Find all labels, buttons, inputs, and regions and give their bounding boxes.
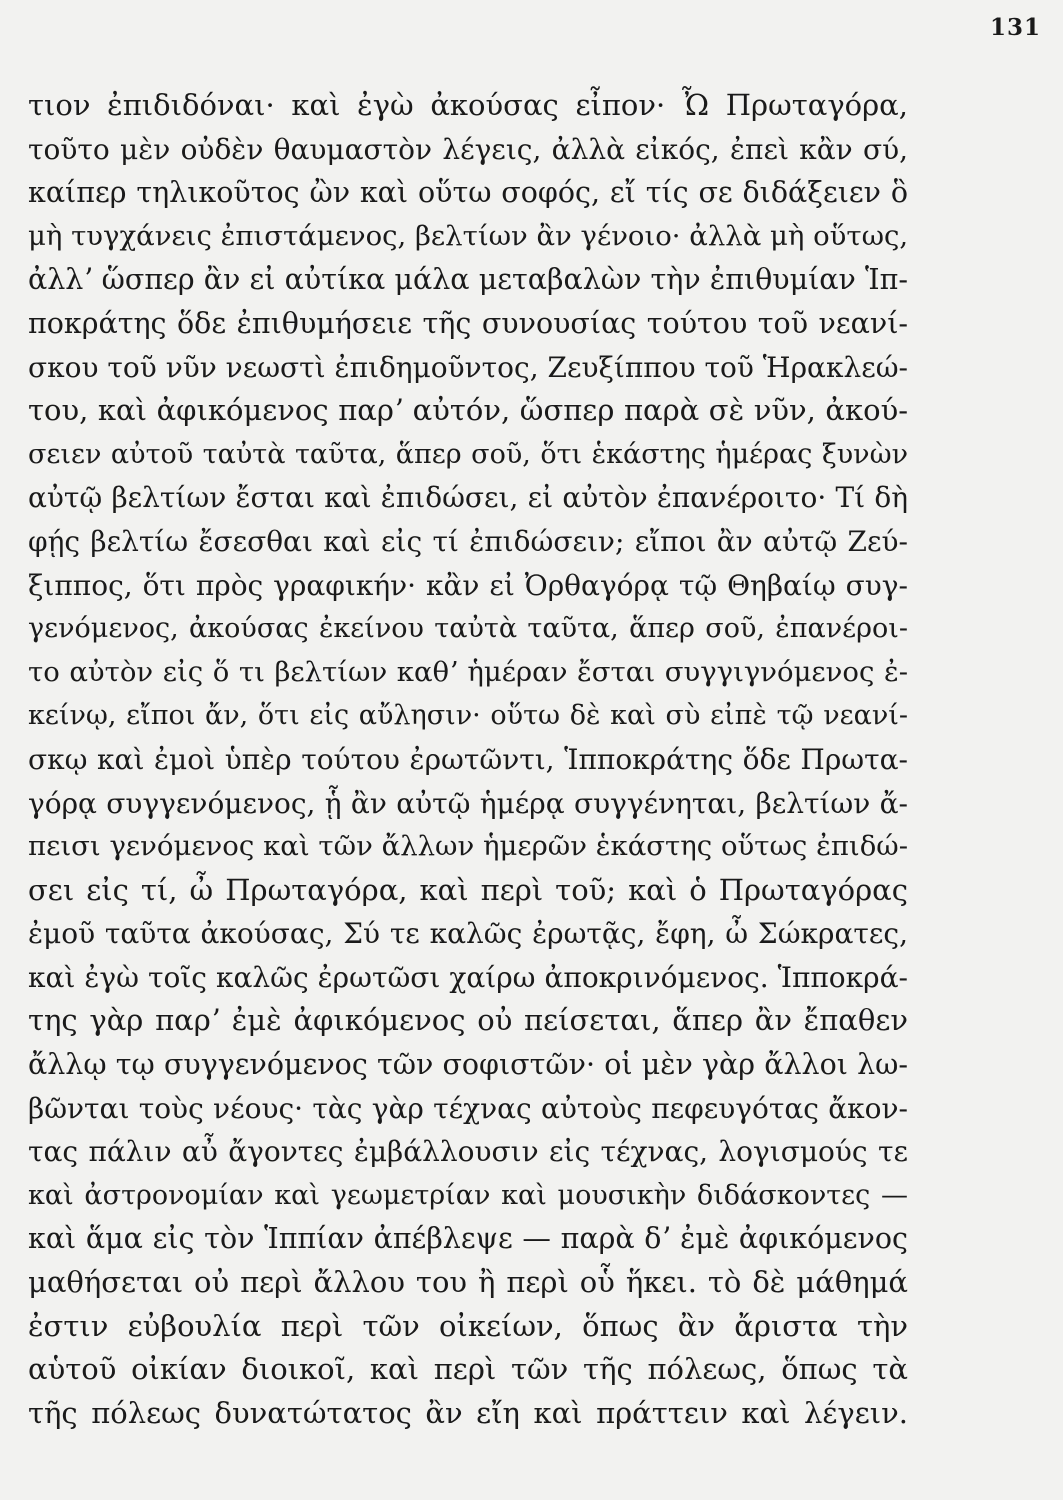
text-line: αὐτῷ βελτίων ἔσται καὶ ἐπιδώσει, εἰ αὐτὸν ἐπανέροιτο· Τί δὴ [28,481,908,515]
text-line: τιον ἐπιδιδόναι· καὶ ἐγὼ ἀκούσας εἶπον· Ὦ Πρωταγόρα, [28,88,908,122]
text-line: μὴ τυγχάνεις ἐπιστάμενος, βελτίων ἂν γένοιο· ἀλλὰ μὴ οὕτως, [28,219,909,252]
text-line: το αὐτὸν εἰς ὅ τι βελτίων καθʼ ἡμέραν ἔσται συγγιγνόμενος ἐ- [28,655,908,688]
text-line: σειεν αὐτοῦ ταὐτὰ ταῦτα, ἅπερ σοῦ, ὅτι ἑκάστης ἡμέρας ξυνὼν [28,438,908,470]
text-line: καὶ ἐγὼ τοῖς καλῶς ἐρωτῶσι χαίρω ἀποκρινόμενος. Ἱπποκρά- [28,960,908,994]
page-number: 131 [989,14,1041,41]
text-line: σκῳ καὶ ἐμοὶ ὑπὲρ τούτου ἐρωτῶντι, Ἱπποκράτης ὅδε Πρωτα- [28,742,908,776]
text-line: γενόμενος, ἀκούσας ἐκείνου ταὐτὰ ταῦτα, ἅπερ σοῦ, ἐπανέροι- [28,613,908,645]
text-line: φῄς βελτίω ἔσεσθαι καὶ εἰς τί ἐπιδώσειν; εἴποι ἂν αὐτῷ Ζεύ- [28,524,908,558]
text-line: ἐστιν εὐβουλία περὶ τῶν οἰκείων, ὅπως ἂν ἄριστα τὴν [28,1308,908,1343]
text-line: μαθήσεται οὐ περὶ ἄλλου του ἢ περὶ οὗ ἥκει. τὸ δὲ μάθημά [28,1265,908,1300]
text-line: σκου τοῦ νῦν νεωστὶ ἐπιδημοῦντος, Ζευξίππου τοῦ Ἡρακλεώ- [28,350,908,384]
text-line: σει εἰς τί, ὦ Πρωταγόρα, καὶ περὶ τοῦ; καὶ ὁ Πρωταγόρας [28,872,908,907]
text-line: ποκράτης ὅδε ἐπιθυμήσειε τῆς συνουσίας τούτου τοῦ νεανί- [28,306,908,340]
text-line: τας πάλιν αὖ ἄγοντες ἐμβάλλουσιν εἰς τέχνας, λογισμούς τε [28,1135,908,1169]
text-line: ξιππος, ὅτι πρὸς γραφικήν· κἂν εἰ Ὀρθαγόρᾳ τῷ Θηβαίῳ συγ- [28,568,908,602]
text-line: ἐμοῦ ταῦτα ἀκούσας, Σύ τε καλῶς ἐρωτᾷς, ἔφη, ὦ Σώκρατες, [28,917,908,951]
text-line: γόρᾳ συγγενόμενος, ᾗ ἂν αὐτῷ ἡμέρᾳ συγγένηται, βελτίων ἄ- [28,786,908,820]
text-line: τοῦτο μὲν οὐδὲν θαυμαστὸν λέγεις, ἀλλὰ εἰκός, ἐπεὶ κἂν σύ, [28,132,908,166]
text-line: αὑτοῦ οἰκίαν διοικοῖ, καὶ περὶ τῶν τῆς πόλεως, ὅπως τὰ [28,1352,908,1387]
text-line: ἄλλῳ τῳ συγγενόμενος τῶν σοφιστῶν· οἱ μὲν γὰρ ἄλλοι λω- [28,1048,908,1082]
text-line: βῶνται τοὺς νέους· τὰς γὰρ τέχνας αὐτοὺς πεφευγότας ἄκον- [28,1091,908,1125]
text-line: καὶ ἅμα εἰς τὸν Ἱππίαν ἀπέβλεψε — παρὰ δʼ ἐμὲ ἀφικόμενος [28,1222,908,1256]
greek-text-block [28,84,908,1435]
text-line: καὶ ἀστρονομίαν καὶ γεωμετρίαν καὶ μουσικὴν διδάσκοντες — [28,1179,908,1211]
text-line: καίπερ τηλικοῦτος ὢν καὶ οὕτω σοφός, εἴ τίς σε διδάξειεν ὃ [28,176,908,210]
text-line: ἀλλʼ ὥσπερ ἂν εἰ αὐτίκα μάλα μεταβαλὼν τὴν ἐπιθυμίαν Ἱπ- [28,263,908,297]
text-line: του, καὶ ἀφικόμενος παρʼ αὐτόν, ὥσπερ παρὰ σὲ νῦν, ἀκού- [28,393,908,428]
text-line: της γὰρ παρʼ ἐμὲ ἀφικόμενος οὐ πείσεται, ἅπερ ἂν ἔπαθεν [28,1003,908,1038]
text-line: τῆς πόλεως δυνατώτατος ἂν εἴη καὶ πράττειν καὶ λέγειν. [28,1395,908,1430]
text-line: κείνῳ, εἴποι ἄν, ὅτι εἰς αὔλησιν· οὕτω δὲ καὶ σὺ εἰπὲ τῷ νεανί- [28,700,908,732]
text-line: πεισι γενόμενος καὶ τῶν ἄλλων ἡμερῶν ἑκάστης οὕτως ἐπιδώ- [28,830,908,863]
